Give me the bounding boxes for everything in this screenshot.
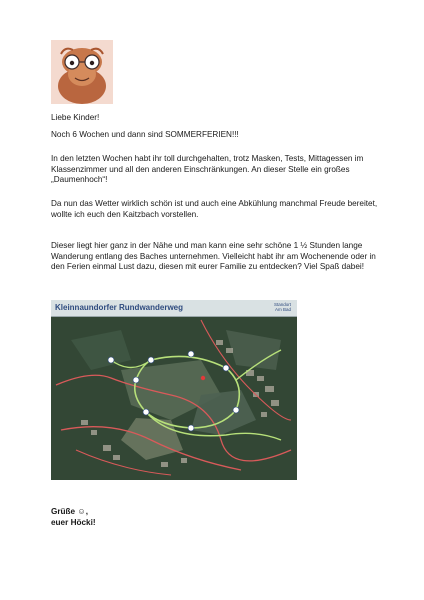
hiking-map-image xyxy=(51,300,297,480)
map-marker xyxy=(108,357,114,363)
map-header xyxy=(51,300,297,317)
intro-line: Noch 6 Wochen und dann sind SOMMERFERIEN!!! xyxy=(51,130,239,139)
signoff xyxy=(51,507,96,528)
paragraph-3: Dieser liegt hier ganz in der Nähe und man kann eine sehr schöne 1 ½ Stunden lange Wanderung entlang des Baches unternehmen. Vielleicht habt ihr am Wochenende oder in den Ferien einmal Lust dazu, diesen mit eurer Familie zu entdecken? Viel Spaß dabei! xyxy=(51,241,376,271)
map-title: Kleinnaundorfer Rundwanderweg xyxy=(55,303,184,312)
paragraph-2: Da nun das Wetter wirklich schön ist und auch eine Abkühlung manchmal Freude bereitet, wollte ich euch den Kaitzbach vorstellen. xyxy=(51,199,378,219)
map-legend xyxy=(274,302,291,312)
camel-illustration-icon xyxy=(51,40,113,104)
map-legend-line-2: Am Bad xyxy=(274,307,291,312)
greeting: Liebe Kinder! xyxy=(51,113,100,122)
closing-line-1: Grüße ☺, xyxy=(51,507,89,516)
closing-line-2: euer Höcki! xyxy=(51,517,96,527)
map-illustration xyxy=(51,300,297,480)
map-legend-line-1: Standort xyxy=(273,302,291,307)
paragraph-1: In den letzten Wochen habt ihr toll durchgehalten, trotz Masken, Tests, Mittagessen im Klassenzimmer und all den anderen Einschränkungen. An dieser Stelle ein großes „Daumenhoch“! xyxy=(51,154,364,184)
avatar-illustration xyxy=(51,40,113,104)
